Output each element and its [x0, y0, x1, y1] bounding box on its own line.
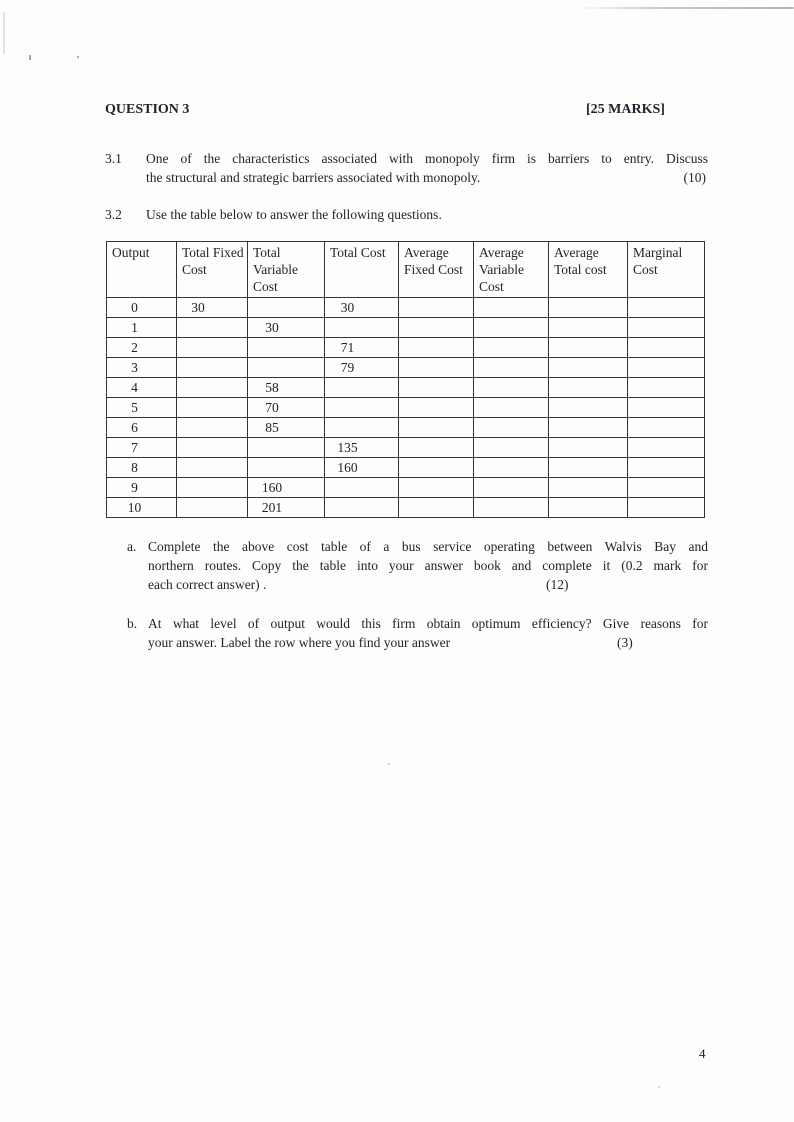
- cost-cell: 71: [325, 338, 399, 358]
- output-cell: 9: [107, 478, 177, 498]
- sub-item-b: [127, 614, 708, 652]
- marks-value: (10): [683, 170, 706, 185]
- sub-item-a: [127, 537, 708, 594]
- output-cell: 0: [107, 298, 177, 318]
- output-cell: 3: [107, 358, 177, 378]
- question-text-line: [146, 168, 708, 187]
- cost-cell: [177, 498, 248, 518]
- cost-cell: 85: [248, 418, 325, 438]
- cost-cell: [248, 358, 325, 378]
- question-3-2: [105, 205, 708, 224]
- cost-cell: [474, 358, 549, 378]
- cost-cell: [628, 398, 705, 418]
- scan-speck: [29, 55, 31, 60]
- cost-cell: [628, 418, 705, 438]
- question-number: 3.2: [105, 207, 122, 222]
- scan-speck: [388, 763, 390, 765]
- cost-cell: [325, 498, 399, 518]
- cost-cell: [399, 498, 474, 518]
- cost-cell: 30: [325, 298, 399, 318]
- cost-cell: [399, 318, 474, 338]
- cost-cell: [549, 458, 628, 478]
- cost-cell: [628, 498, 705, 518]
- cost-cell: [474, 338, 549, 358]
- cost-cell: [474, 418, 549, 438]
- table-row: [107, 318, 705, 338]
- item-text-line: Complete the above cost table of a bus service operating between Walvis Bay and: [148, 539, 708, 554]
- marks-value: (12): [546, 577, 569, 592]
- cost-cell: [177, 438, 248, 458]
- item-text-line: [148, 633, 708, 652]
- cost-cell: [399, 398, 474, 418]
- total-marks-label: [25 MARKS]: [586, 102, 665, 117]
- cost-cell: [549, 378, 628, 398]
- cost-cell: [474, 498, 549, 518]
- cost-cell: [549, 478, 628, 498]
- cost-cell: 201: [248, 498, 325, 518]
- output-cell: 8: [107, 458, 177, 478]
- table-header-cell: Total Variable Cost: [248, 242, 325, 298]
- table-row: [107, 338, 705, 358]
- cost-cell: [177, 378, 248, 398]
- table-header-cell: Output: [107, 242, 177, 298]
- cost-cell: [325, 478, 399, 498]
- page-number: 4: [699, 1046, 706, 1061]
- table-row: [107, 458, 705, 478]
- cost-cell: 160: [325, 458, 399, 478]
- cost-cell: [399, 358, 474, 378]
- cost-cell: [248, 338, 325, 358]
- question-text: [146, 205, 708, 224]
- table-row: [107, 378, 705, 398]
- cost-cell: [399, 418, 474, 438]
- output-cell: 7: [107, 438, 177, 458]
- question-number: 3.1: [105, 151, 122, 166]
- cost-cell: [177, 418, 248, 438]
- item-text-line: northern routes. Copy the table into your answer book and complete it (0.2 mark for: [148, 558, 708, 573]
- table-header-cell: Average Total cost: [549, 242, 628, 298]
- cost-cell: 135: [325, 438, 399, 458]
- cost-cell: [325, 318, 399, 338]
- cost-cell: [177, 458, 248, 478]
- cost-cell: [474, 318, 549, 338]
- question-text-fragment: the structural and strategic barriers associated with monopoly.: [146, 170, 481, 185]
- cost-cell: [549, 358, 628, 378]
- scan-artifact-left-line: [3, 12, 5, 54]
- cost-cell: [549, 298, 628, 318]
- cost-cell: [628, 318, 705, 338]
- table-header-row: [107, 242, 705, 298]
- item-text: [148, 537, 708, 594]
- scan-speck: [77, 56, 79, 58]
- question-3-1: [105, 149, 708, 187]
- cost-cell: [177, 338, 248, 358]
- item-label: a.: [127, 539, 137, 554]
- cost-cell: [628, 338, 705, 358]
- cost-cell: 79: [325, 358, 399, 378]
- cost-cell: [248, 438, 325, 458]
- cost-cell: [628, 458, 705, 478]
- cost-cell: [549, 438, 628, 458]
- table-header-cell: Total Fixed Cost: [177, 242, 248, 298]
- table-row: [107, 398, 705, 418]
- cost-cell: [549, 318, 628, 338]
- marks-value: (3): [617, 635, 633, 650]
- cost-cell: [474, 438, 549, 458]
- cost-cell: [399, 338, 474, 358]
- cost-cell: [399, 478, 474, 498]
- item-text: [148, 614, 708, 652]
- cost-cell: [628, 358, 705, 378]
- cost-cell: [399, 438, 474, 458]
- table-row: [107, 298, 705, 318]
- table-row: [107, 498, 705, 518]
- cost-cell: [177, 398, 248, 418]
- item-text-fragment: your answer. Label the row where you find your answer: [148, 635, 451, 650]
- table-header-cell: Average Fixed Cost: [399, 242, 474, 298]
- output-cell: 4: [107, 378, 177, 398]
- cost-cell: [474, 298, 549, 318]
- cost-cell: [474, 478, 549, 498]
- question-text-line: Use the table below to answer the following questions.: [146, 207, 442, 222]
- cost-cell: [474, 398, 549, 418]
- cost-cell: 58: [248, 378, 325, 398]
- item-text-line: [148, 575, 708, 594]
- table-header-cell: Average Variable Cost: [474, 242, 549, 298]
- cost-cell: [248, 298, 325, 318]
- cost-cell: [325, 418, 399, 438]
- scan-speck: [658, 1086, 660, 1088]
- table-row: [107, 418, 705, 438]
- cost-cell: [628, 378, 705, 398]
- cost-cell: [325, 378, 399, 398]
- cost-cell: [549, 418, 628, 438]
- cost-cell: [474, 458, 549, 478]
- question-title: QUESTION 3: [105, 102, 190, 117]
- cost-cell: [549, 398, 628, 418]
- cost-cell: [474, 378, 549, 398]
- question-header: [105, 100, 708, 119]
- table-header-cell: Marginal Cost: [628, 242, 705, 298]
- table-row: [107, 438, 705, 458]
- table-row: [107, 358, 705, 378]
- item-label: b.: [127, 616, 138, 631]
- table-header-cell: Total Cost: [325, 242, 399, 298]
- item-text-line: At what level of output would this firm obtain optimum efficiency? Give reasons for: [148, 616, 708, 631]
- cost-cell: 30: [177, 298, 248, 318]
- cost-cell: 30: [248, 318, 325, 338]
- cost-cell: [399, 298, 474, 318]
- cost-cell: [399, 378, 474, 398]
- cost-cell: [248, 458, 325, 478]
- output-cell: 2: [107, 338, 177, 358]
- output-cell: 1: [107, 318, 177, 338]
- cost-cell: [177, 358, 248, 378]
- cost-cell: [628, 478, 705, 498]
- cost-cell: [549, 338, 628, 358]
- cost-cell: 70: [248, 398, 325, 418]
- cost-cell: 160: [248, 478, 325, 498]
- cost-cell: [628, 298, 705, 318]
- scan-artifact-top-line: [578, 7, 794, 9]
- output-cell: 5: [107, 398, 177, 418]
- cost-cell: [549, 498, 628, 518]
- question-text-line: One of the characteristics associated with monopoly firm is barriers to entry. Discuss: [146, 151, 708, 166]
- cost-cell: [177, 318, 248, 338]
- output-cell: 10: [107, 498, 177, 518]
- cost-cell: [399, 458, 474, 478]
- cost-table: [106, 241, 705, 518]
- cost-cell: [325, 398, 399, 418]
- cost-cell: [628, 438, 705, 458]
- question-text: [146, 149, 708, 187]
- table-row: [107, 478, 705, 498]
- item-text-fragment: each correct answer) .: [148, 577, 267, 592]
- output-cell: 6: [107, 418, 177, 438]
- cost-cell: [177, 478, 248, 498]
